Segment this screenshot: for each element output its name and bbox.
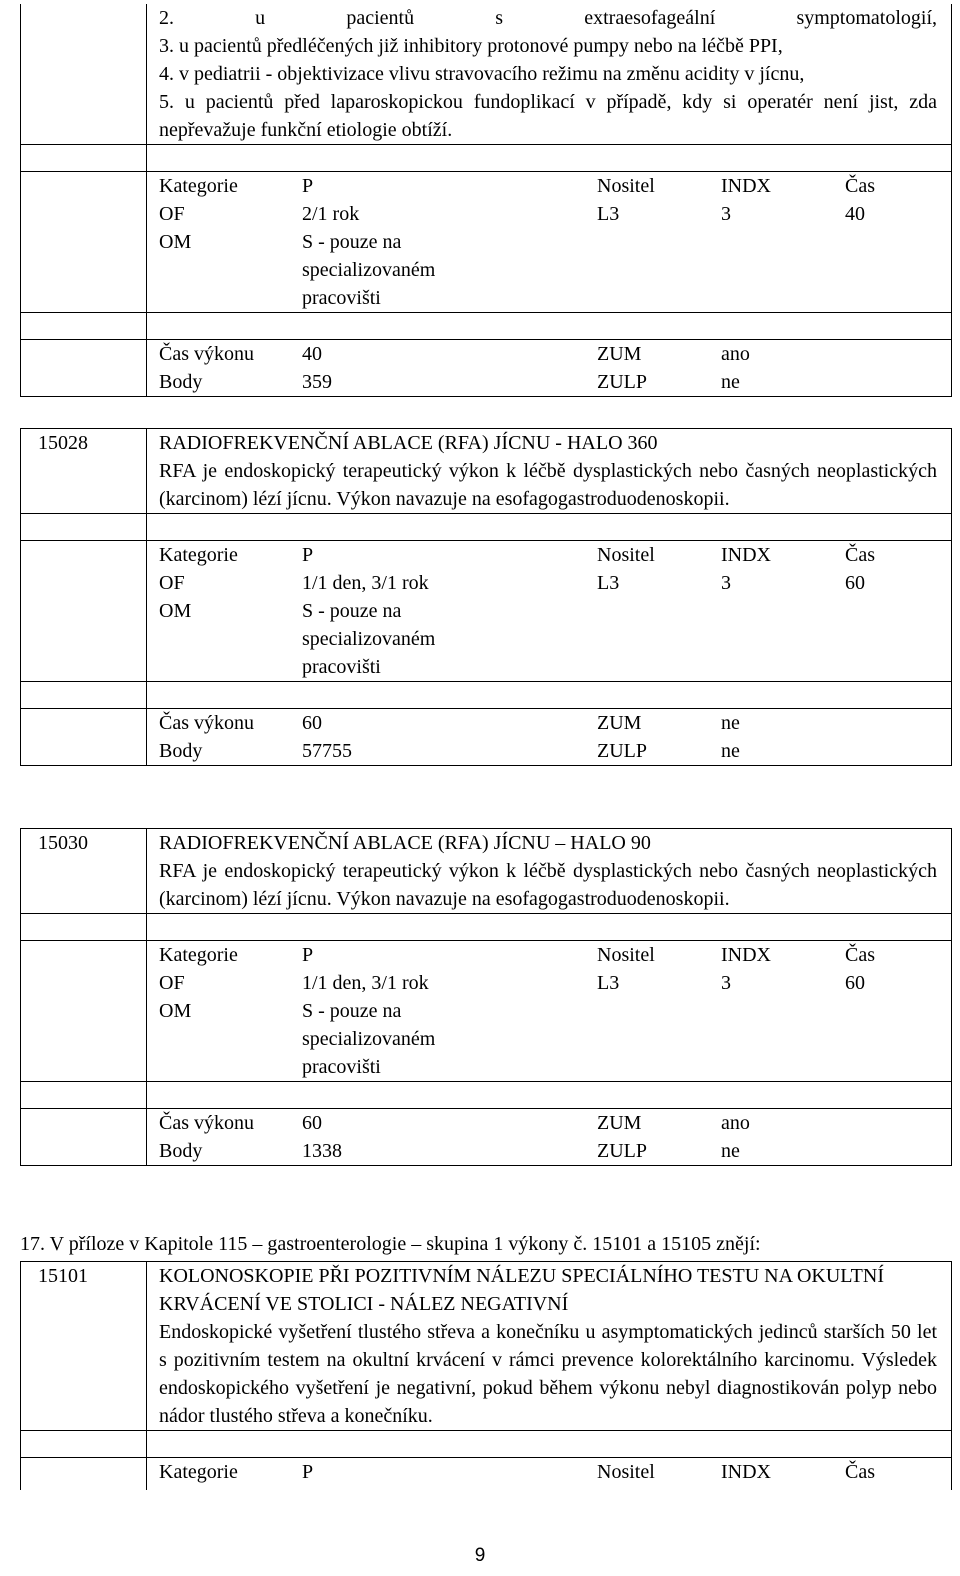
procedure-header-row [20, 828, 952, 913]
parameters-of: OF 2/1 rok L3 3 40 [159, 203, 865, 225]
indication-item: 2. u pacientů s extraesofageální symptomatologií, [159, 7, 937, 29]
amendment-item-17: 17. V příloze v Kapitole 115 – gastroenterologie – skupina 1 výkony č. 15101 a 15105 znějí: [20, 1233, 761, 1255]
procedure-code: 15028 [21, 429, 147, 513]
procedure-description: RFA je endoskopický terapeutický výkon k léčbě dysplastických nebo časných neoplastických (karcinom) lézí jícnu. Výkon navazuje na esofagogastroduodenoskopii. [159, 860, 937, 910]
procedure-block-15028 [20, 428, 952, 766]
procedure-block-15101 [20, 1261, 952, 1490]
procedure-header-row [20, 428, 952, 513]
parameters-row: Kategorie P Nositel INDX Čas OF 1/1 den, 3/1 rok L3 3 60 OM S - pouze na specializovaném pracovišti [20, 940, 952, 1081]
parameters-row: Kategorie P Nositel INDX Čas [20, 1457, 952, 1490]
parameters-row [20, 171, 952, 312]
parameters-header: Kategorie P Nositel INDX Čas [159, 175, 875, 197]
procedure-title: RADIOFREKVENČNÍ ABLACE (RFA) JÍCNU - HALO 360 [159, 432, 658, 454]
page-number: 9 [474, 1545, 486, 1566]
procedure-header-row [20, 1261, 952, 1430]
indication-item: 3. u pacientů předléčených již inhibitory protonové pumpy nebo na léčbě PPI, [159, 35, 783, 57]
indications-row [20, 4, 952, 144]
procedure-code: 15101 [21, 1262, 147, 1430]
procedure-title: KOLONOSKOPIE PŘI POZITIVNÍM NÁLEZU SPECIÁLNÍHO TESTU NA OKULTNÍ KRVÁCENÍ VE STOLICI - NÁLEZ NEGATIVNÍ [159, 1265, 884, 1315]
procedure-title: RADIOFREKVENČNÍ ABLACE (RFA) JÍCNU – HALO 90 [159, 832, 651, 854]
parameters-row: Kategorie P Nositel INDX Čas OF 1/1 den, 3/1 rok L3 3 60 OM S - pouze na specializovaném pracovišti [20, 540, 952, 681]
procedure-code: 15030 [21, 829, 147, 913]
procedure-block-continued [20, 4, 952, 397]
time-points-row: Čas výkonu 60 ZUM ne Body 57755 ZULP ne [20, 708, 952, 766]
procedure-description: Endoskopické vyšetření tlustého střeva a konečníku u asymptomatických jedinců starších 50 let s pozitivním testem na okultní krvácení v rámci prevence kolorektálního karcinomu. Výsledek endoskopického vyšetření je negativní, pokud během výkonu nebyl diagnostikován polyp nebo nádor tlustého střeva a konečníku. [159, 1321, 937, 1427]
indication-item: 5. u pacientů před laparoskopickou fundoplikací v případě, kdy si operatér není jist, zda nepřevažuje funkční etiologie obtíží. [159, 91, 937, 141]
procedure-description: RFA je endoskopický terapeutický výkon k léčbě dysplastických nebo časných neoplastických (karcinom) lézí jícnu. Výkon navazuje na esofagogastroduodenoskopii. [159, 460, 937, 510]
indication-item: 4. v pediatrii - objektivizace vlivu stravovacího režimu na změnu acidity v jícnu, [159, 63, 805, 85]
time-points-row: Čas výkonu 40 ZUM ano Body 359 ZULP ne [20, 339, 952, 397]
procedure-block-15030 [20, 828, 952, 1166]
parameters-om: OM S - pouze na specializovaném pracovišti [159, 231, 436, 309]
time-points-row: Čas výkonu 60 ZUM ano Body 1338 ZULP ne [20, 1108, 952, 1166]
